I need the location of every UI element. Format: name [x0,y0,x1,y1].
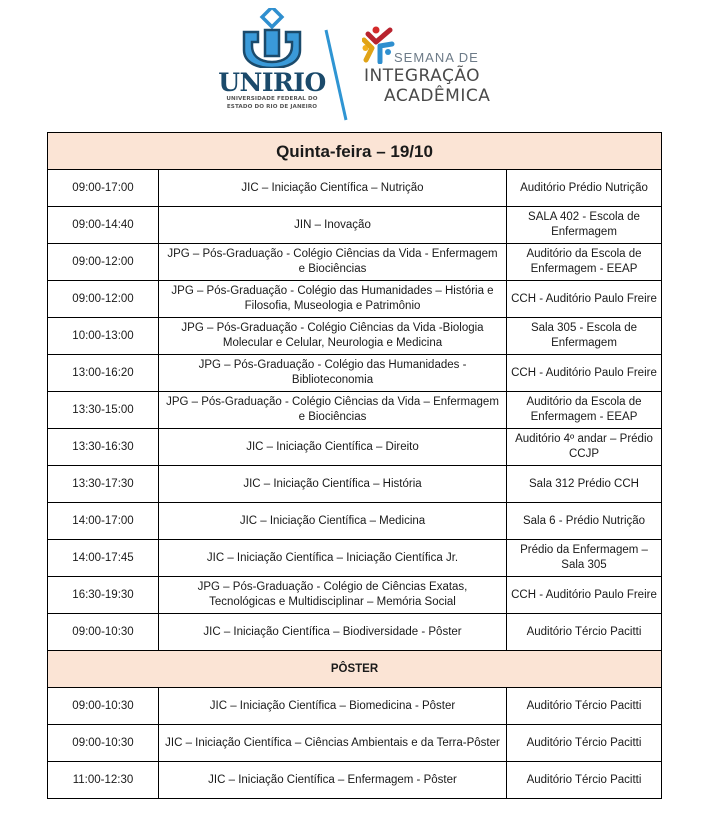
poster-section-title: PÔSTER [48,651,662,688]
table-row [48,466,662,503]
time-cell: 09:00-17:00 [48,170,159,207]
time-cell: 09:00-10:30 [48,725,159,762]
place-cell: Auditório da Escola de Enfermagem - EEAP [507,244,662,281]
unirio-name: UNIRIO [218,68,326,97]
place-cell: CCH - Auditório Paulo Freire [507,355,662,392]
day-title: Quinta-feira – 19/10 [48,133,662,170]
place-cell: Sala 312 Prédio CCH [507,466,662,503]
table-row [48,577,662,614]
place-cell: SALA 402 - Escola de Enfermagem [507,207,662,244]
unirio-logo [218,8,326,110]
table-row [48,244,662,281]
time-cell: 09:00-10:30 [48,688,159,725]
table-row [48,355,662,392]
table-row [48,614,662,651]
place-cell: Auditório Tércio Pacitti [507,762,662,799]
event-cell: JIC – Iniciação Científica – Enfermagem - Pôster [159,762,507,799]
place-cell: CCH - Auditório Paulo Freire [507,281,662,318]
time-cell: 09:00-14:40 [48,207,159,244]
table-row [48,207,662,244]
event-cell: JIC – Iniciação Científica – Biodiversidade - Pôster [159,614,507,651]
table-row [48,725,662,762]
semana-line2: INTEGRAÇÃO [364,66,481,86]
event-cell: JPG – Pós-Graduação - Colégio das Humanidades – História e Filosofia, Museologia e Patrimônio [159,281,507,318]
people-figures-icon [362,26,396,64]
event-cell: JPG – Pós-Graduação - Colégio Ciências da Vida - Enfermagem e Biociências [159,244,507,281]
time-cell: 10:00-13:00 [48,318,159,355]
table-row [48,540,662,577]
place-cell: CCH - Auditório Paulo Freire [507,577,662,614]
table-row [48,503,662,540]
event-cell: JIC – Iniciação Científica – Ciências Ambientais e da Terra-Pôster [159,725,507,762]
event-cell: JIC – Iniciação Científica – Biomedicina - Pôster [159,688,507,725]
schedule-table [47,132,662,799]
semana-integracao-logo [358,22,528,112]
place-cell: Auditório Prédio Nutrição [507,170,662,207]
place-cell: Auditório Tércio Pacitti [507,688,662,725]
table-row [48,318,662,355]
time-cell: 14:00-17:00 [48,503,159,540]
place-cell: Prédio da Enfermagem – Sala 305 [507,540,662,577]
logo-divider [322,28,352,122]
table-row [48,281,662,318]
event-cell: JIN – Inovação [159,207,507,244]
place-cell: Sala 6 - Prédio Nutrição [507,503,662,540]
event-cell: JIC – Iniciação Científica – Direito [159,429,507,466]
time-cell: 09:00-12:00 [48,244,159,281]
semana-line1: SEMANA DE [394,50,479,65]
table-row [48,762,662,799]
time-cell: 13:30-16:30 [48,429,159,466]
place-cell: Auditório Tércio Pacitti [507,725,662,762]
event-cell: JPG – Pós-Graduação - Colégio Ciências da Vida – Enfermagem e Biociências [159,392,507,429]
event-cell: JPG – Pós-Graduação - Colégio das Humanidades - Biblioteconomia [159,355,507,392]
place-cell: Auditório da Escola de Enfermagem - EEAP [507,392,662,429]
time-cell: 09:00-10:30 [48,614,159,651]
time-cell: 09:00-12:00 [48,281,159,318]
event-cell: JIC – Iniciação Científica – Nutrição [159,170,507,207]
time-cell: 13:30-15:00 [48,392,159,429]
semana-line3: ACADÊMICA [384,86,491,106]
table-row [48,170,662,207]
event-cell: JPG – Pós-Graduação - Colégio de Ciências Exatas, Tecnológicas e Multidisciplinar – Memória Social [159,577,507,614]
day-header-row [48,133,662,170]
table-row [48,392,662,429]
unirio-emblem-icon [240,8,304,68]
time-cell: 16:30-19:30 [48,577,159,614]
poster-section-row [48,651,662,688]
place-cell: Auditório Tércio Pacitti [507,614,662,651]
time-cell: 13:30-17:30 [48,466,159,503]
table-row [48,688,662,725]
time-cell: 11:00-12:30 [48,762,159,799]
place-cell: Auditório 4º andar – Prédio CCJP [507,429,662,466]
place-cell: Sala 305 - Escola de Enfermagem [507,318,662,355]
table-row [48,429,662,466]
time-cell: 13:00-16:20 [48,355,159,392]
time-cell: 14:00-17:45 [48,540,159,577]
event-cell: JIC – Iniciação Científica – História [159,466,507,503]
event-cell: JIC – Iniciação Científica – Iniciação Científica Jr. [159,540,507,577]
event-cell: JIC – Iniciação Científica – Medicina [159,503,507,540]
unirio-subtitle-line1: UNIVERSIDADE FEDERAL DO [226,96,318,102]
unirio-subtitle-line2: ESTADO DO RIO DE JANEIRO [226,104,318,110]
header-logos [0,0,708,125]
event-cell: JPG – Pós-Graduação - Colégio Ciências da Vida -Biologia Molecular e Celular, Neurologia e Medicina [159,318,507,355]
